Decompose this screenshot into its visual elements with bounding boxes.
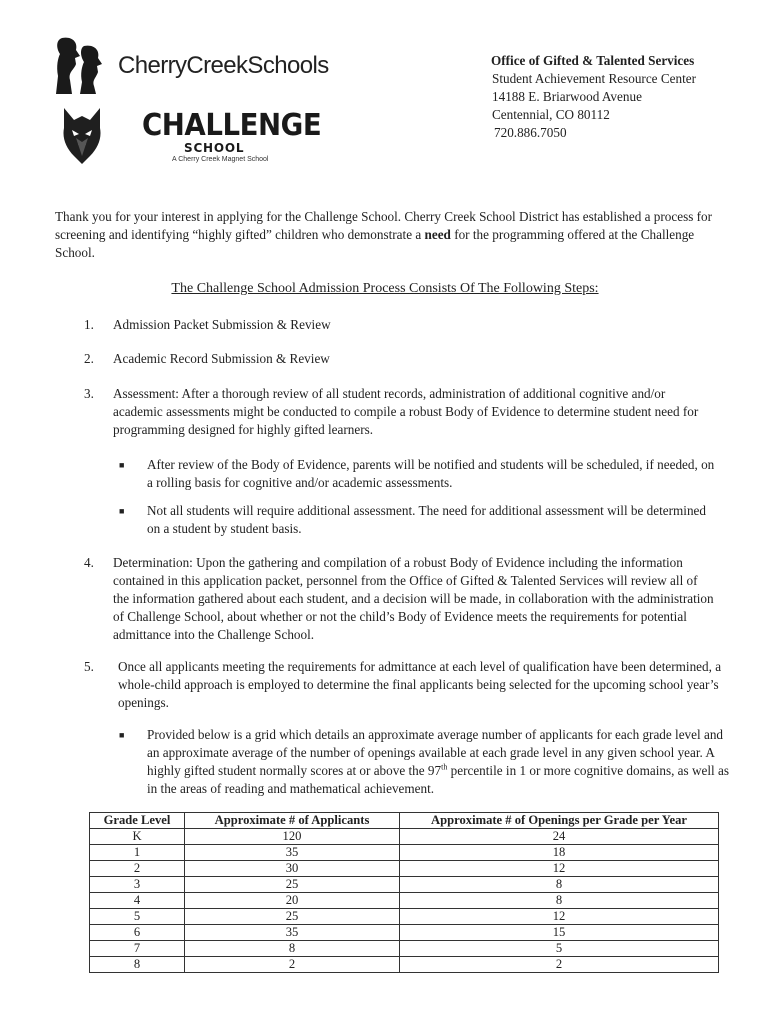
applicants-cell: 2 xyxy=(185,957,400,973)
step-text: Determination: Upon the gathering and compilation of a robust Body of Evidence including the information contained in this application packet, personnel from the Office of Gifted & Talented Services will review all of the information gathered about each student, and a decision will be made, in collaboration with the administration of Challenge School, about whether or not the child’s Body of Evidence meets the requirements for potential admittance into the Challenge School. xyxy=(113,555,714,642)
square-bullet-icon: ■ xyxy=(119,460,125,470)
bullet-text: After review of the Body of Evidence, parents will be notified and students will be scheduled, if needed, on a rolling basis for cognitive and/or academic assessments. xyxy=(147,457,715,490)
steps-heading: The Challenge School Admission Process Consists Of The Following Steps: xyxy=(171,281,599,296)
openings-cell: 2 xyxy=(400,957,719,973)
challenge-school-logo xyxy=(138,108,322,168)
district-name: CherryCreekSchools xyxy=(118,52,329,79)
grade-cell: 5 xyxy=(90,909,185,925)
table-row xyxy=(90,909,719,925)
applicants-cell: 25 xyxy=(185,909,400,925)
profile-silhouettes-icon xyxy=(54,36,114,96)
table-row xyxy=(90,861,719,877)
step-text: Once all applicants meeting the requirements for admittance at each level of qualification have been determined, a whole-child approach is employed to determine the final applicants being selected for the upcoming school year’s openings. xyxy=(118,659,722,710)
grade-cell: 7 xyxy=(90,941,185,957)
openings-cell: 24 xyxy=(400,829,719,845)
applicants-cell: 8 xyxy=(185,941,400,957)
openings-cell: 12 xyxy=(400,909,719,925)
applicants-openings-table xyxy=(89,812,719,973)
openings-cell: 8 xyxy=(400,877,719,893)
applicants-cell: 30 xyxy=(185,861,400,877)
step-number: 3. xyxy=(84,386,94,401)
step-text: Admission Packet Submission & Review xyxy=(113,317,331,332)
column-header-grade-level: Grade Level xyxy=(90,813,185,829)
openings-cell: 18 xyxy=(400,845,719,861)
intro-text: Thank you for your interest in applying for the Challenge School. Cherry Creek School District has established a process for screening and identifying “highly gifted” children who demonstrate a xyxy=(55,209,713,242)
applicants-cell: 35 xyxy=(185,845,400,861)
bullet-text-part: percentile in 1 or more cognitive domains, as well as in the areas of reading and mathematical achievement. xyxy=(147,763,729,796)
wolf-icon xyxy=(60,106,104,166)
wolf-mascot-logo xyxy=(60,106,104,166)
grade-cell: 2 xyxy=(90,861,185,877)
applicants-cell: 120 xyxy=(185,829,400,845)
table-row xyxy=(90,893,719,909)
office-line: 14188 E. Briarwood Avenue xyxy=(492,89,642,104)
challenge-logo-school: SCHOOL xyxy=(184,141,245,155)
step-text: Academic Record Submission & Review xyxy=(113,351,330,366)
step-number: 1. xyxy=(84,317,94,332)
grade-cell: 3 xyxy=(90,877,185,893)
grade-cell: 4 xyxy=(90,893,185,909)
intro-bold-need: need xyxy=(424,227,451,242)
applicants-cell: 25 xyxy=(185,877,400,893)
column-header-applicants: Approximate # of Applicants xyxy=(185,813,400,829)
cherry-creek-schools-logo xyxy=(54,36,329,96)
openings-cell: 8 xyxy=(400,893,719,909)
grade-cell: K xyxy=(90,829,185,845)
grade-cell: 8 xyxy=(90,957,185,973)
table-header-row xyxy=(90,813,719,829)
table-row xyxy=(90,941,719,957)
office-title: Office of Gifted & Talented Services xyxy=(491,53,695,68)
bullet-text-part: Provided below is a grid which details an approximate average number of applicants for each grade level and an approximate average of the number of openings available at each grade level in any given school year. A highly gifted student normally scores at or above the 97 xyxy=(147,727,724,778)
table-row xyxy=(90,925,719,941)
square-bullet-icon: ■ xyxy=(119,730,125,740)
step-number: 2. xyxy=(84,351,94,366)
office-phone: 720.886.7050 xyxy=(494,125,567,140)
challenge-logo-title: CHALLENGE xyxy=(142,108,322,143)
challenge-logo-tagline: A Cherry Creek Magnet School xyxy=(172,156,269,163)
openings-cell: 12 xyxy=(400,861,719,877)
step-number: 4. xyxy=(84,555,94,570)
intro-text-end: for the programming offered at the Challenge School. xyxy=(55,227,695,260)
table-row xyxy=(90,877,719,893)
column-header-openings: Approximate # of Openings per Grade per Year xyxy=(400,813,719,829)
step-number: 5. xyxy=(84,659,94,674)
table-row xyxy=(90,829,719,845)
square-bullet-icon: ■ xyxy=(119,506,125,516)
office-line: Centennial, CO 80112 xyxy=(492,107,610,122)
step-text: Assessment: After a thorough review of all student records, administration of additional cognitive and/or academic assessments might be conducted to compile a robust Body of Evidence to determine student need for programming designed for highly gifted learners. xyxy=(113,386,699,437)
grade-cell: 1 xyxy=(90,845,185,861)
ordinal-suffix: th xyxy=(441,762,448,772)
intro-paragraph xyxy=(55,208,725,262)
table-row xyxy=(90,845,719,861)
openings-cell: 5 xyxy=(400,941,719,957)
table-row xyxy=(90,957,719,973)
office-line: Student Achievement Resource Center xyxy=(492,71,696,86)
applicants-cell: 20 xyxy=(185,893,400,909)
applicants-cell: 35 xyxy=(185,925,400,941)
office-address-block xyxy=(491,52,696,142)
bullet-text: Not all students will require additional assessment. The need for additional assessment will be determined on a student by student basis. xyxy=(147,503,706,536)
grade-cell: 6 xyxy=(90,925,185,941)
openings-cell: 15 xyxy=(400,925,719,941)
bullet-text xyxy=(147,726,729,798)
